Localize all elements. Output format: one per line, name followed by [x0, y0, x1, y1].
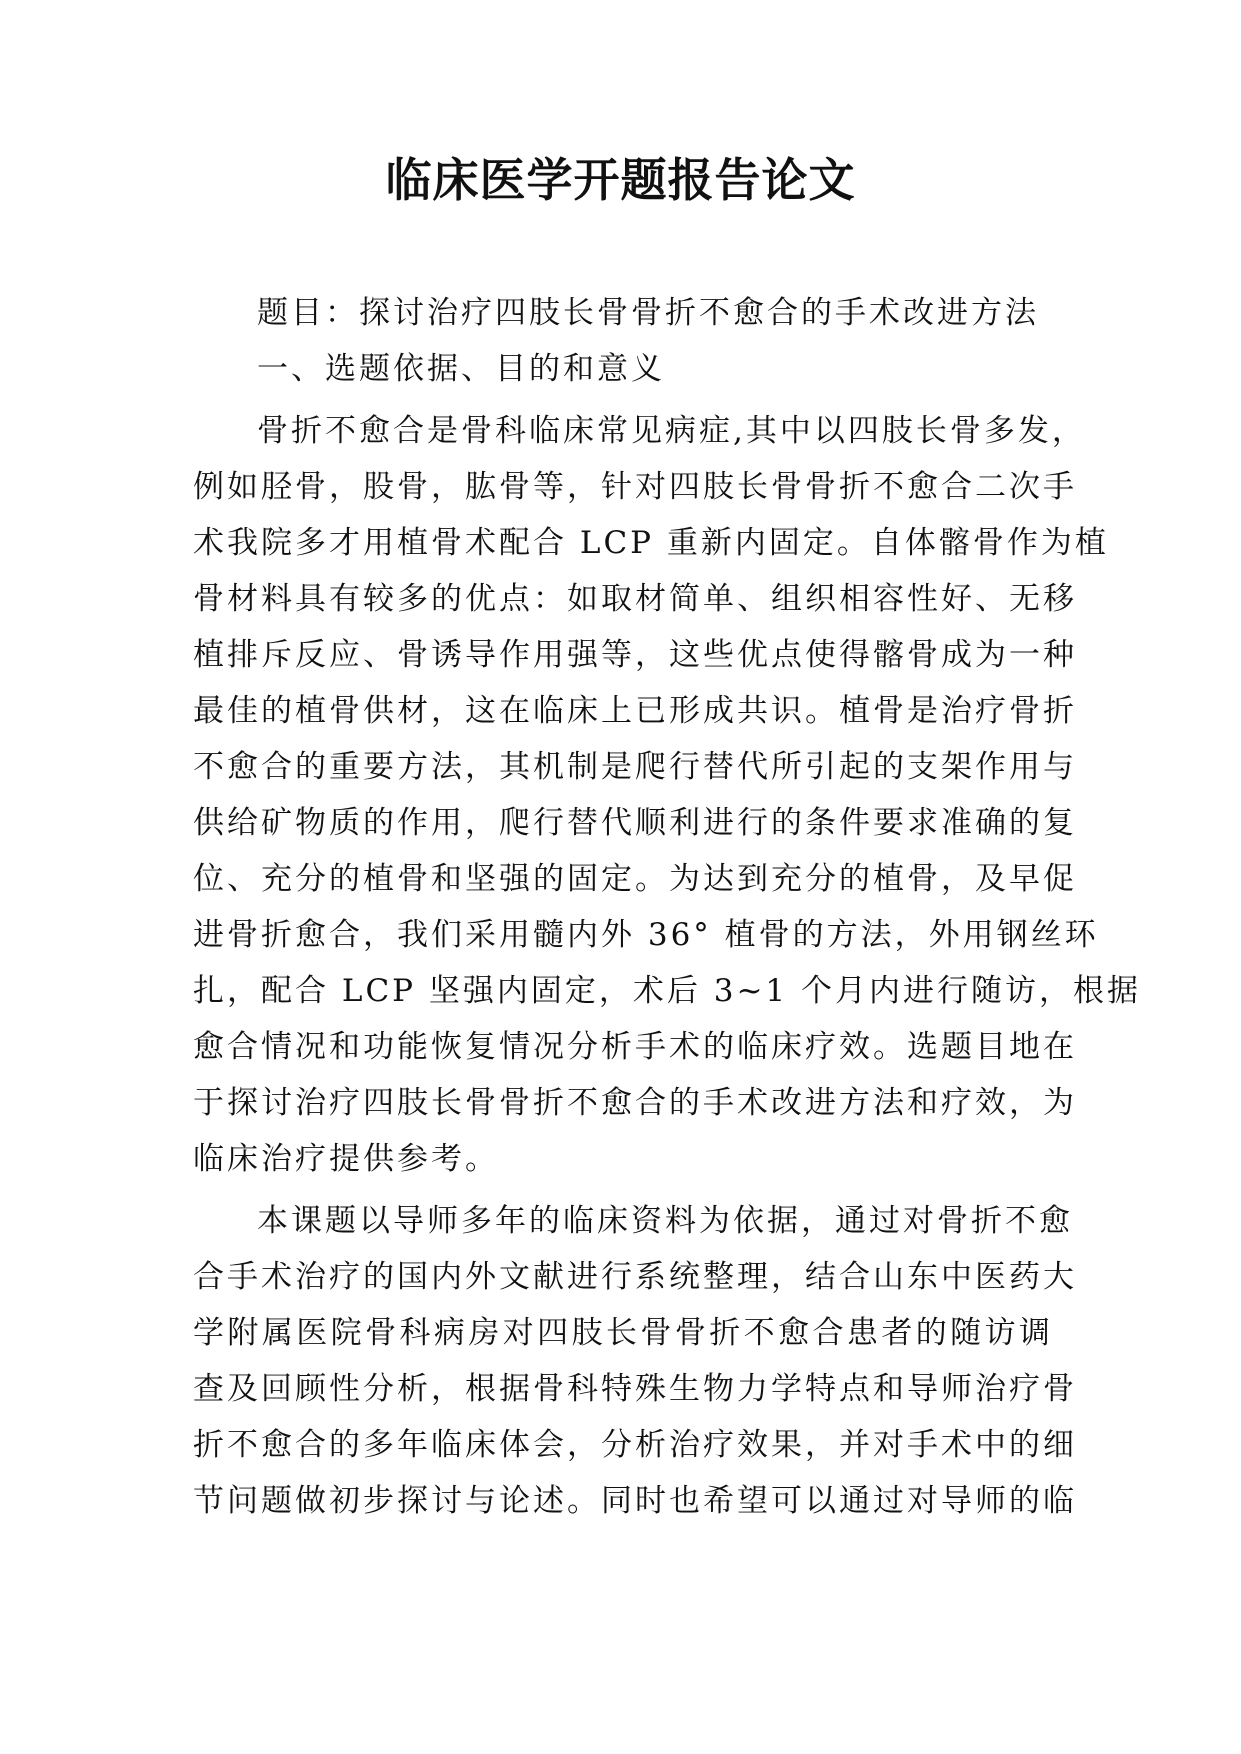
paragraph-line: 查及回顾性分析，根据骨科特殊生物力学特点和导师治疗骨 — [193, 1371, 1077, 1407]
paragraph-line: 骨折不愈合是骨科临床常见病症,其中以四肢长骨多发， — [257, 413, 1086, 449]
topic-line: 题目：探讨治疗四肢长骨骨折不愈合的手术改进方法 — [257, 295, 1039, 331]
paragraph-line: 愈合情况和功能恢复情况分析手术的临床疗效。选题目地在 — [193, 1029, 1077, 1065]
paragraph-line: 合手术治疗的国内外文献进行系统整理，结合山东中医药大 — [193, 1259, 1077, 1295]
paragraph-line: 骨材料具有较多的优点：如取材简单、组织相容性好、无移 — [193, 581, 1077, 617]
document-title: 临床医学开题报告论文 — [385, 153, 856, 207]
paragraph-line: 不愈合的重要方法，其机制是爬行替代所引起的支架作用与 — [193, 749, 1077, 785]
paragraph-line: 供给矿物质的作用，爬行替代顺利进行的条件要求准确的复 — [193, 805, 1077, 841]
paragraph-line: 例如胫骨，股骨，肱骨等，针对四肢长骨骨折不愈合二次手 — [193, 469, 1077, 505]
paragraph-1 — [193, 403, 1141, 1187]
section-heading: 一、选题依据、目的和意义 — [257, 351, 665, 387]
paragraph-2 — [193, 1193, 1077, 1529]
paragraph-line: 折不愈合的多年临床体会，分析治疗效果，并对手术中的细 — [193, 1427, 1077, 1463]
paragraph-line: 植排斥反应、骨诱导作用强等，这些优点使得髂骨成为一种 — [193, 637, 1077, 673]
document-body — [193, 285, 1141, 1529]
paragraph-line: 于探讨治疗四肢长骨骨折不愈合的手术改进方法和疗效，为 — [193, 1085, 1077, 1121]
paragraph-line: 临床治疗提供参考。 — [193, 1141, 499, 1177]
paragraph-line: 扎，配合 LCP 坚强内固定，术后 3~1 个月内进行随访，根据 — [193, 973, 1141, 1009]
paragraph-line: 本课题以导师多年的临床资料为依据，通过对骨折不愈 — [257, 1203, 1073, 1239]
paragraph-line: 节问题做初步探讨与论述。同时也希望可以通过对导师的临 — [193, 1483, 1077, 1519]
paragraph-line: 学附属医院骨科病房对四肢长骨骨折不愈合患者的随访调 — [193, 1315, 1053, 1351]
paragraph-line: 进骨折愈合，我们采用髓内外 36° 植骨的方法，外用钢丝环 — [193, 917, 1099, 953]
paragraph-line: 位、充分的植骨和坚强的固定。为达到充分的植骨，及早促 — [193, 861, 1077, 897]
paragraph-line: 术我院多才用植骨术配合 LCP 重新内固定。自体髂骨作为植 — [193, 525, 1109, 561]
paragraph-line: 最佳的植骨供材，这在临床上已形成共识。植骨是治疗骨折 — [193, 693, 1077, 729]
